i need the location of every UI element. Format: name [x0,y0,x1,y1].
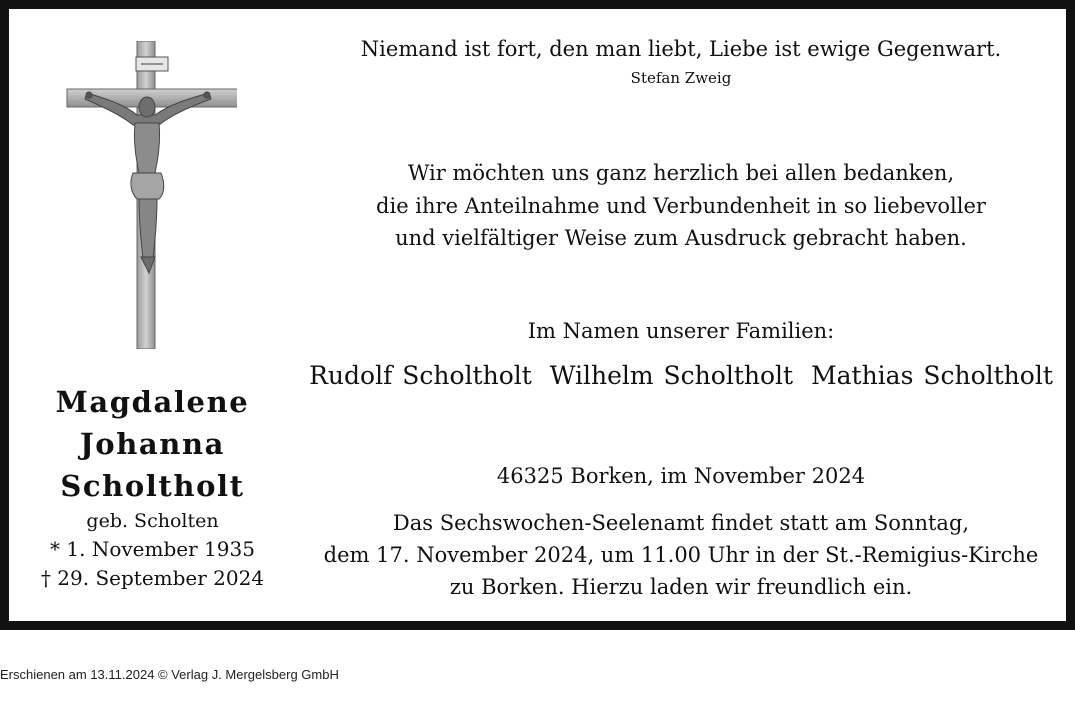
deceased-column [9,9,296,621]
family-member-name: Mathias Scholtholt [811,361,1053,390]
thanks-line: die ihre Anteilnahme und Verbundenheit in so liebevoller [376,193,986,218]
place-date: 46325 Borken, im November 2024 [496,464,866,488]
family-member-name: Wilhelm Scholtholt [549,361,794,390]
birth-date: * 1. November 1935 [50,537,255,561]
deceased-name [9,381,296,507]
obituary-card-inner [9,9,1066,621]
quote-author: Stefan Zweig [630,69,732,87]
deceased-details [9,507,296,593]
thanks-line: und vielfältiger Weise zum Ausdruck gebracht haben. [395,226,967,250]
deceased-last-name: Scholtholt [60,469,245,503]
thanks-line: Wir möchten uns ganz herzlich bei allen bedanken, [407,161,955,185]
service-announcement [296,507,1066,603]
corpus-figure [85,92,211,273]
quote-text: Niemand ist fort, den man liebt, Liebe ist ewige Gegenwart. [360,37,1002,61]
crucifix-icon [57,41,237,349]
thanks-message [296,157,1066,255]
family-member-name: Rudolf Scholtholt [309,361,532,390]
message-column [296,9,1066,621]
death-date: † 29. September 2024 [40,566,265,590]
deceased-first-name: Magdalene [55,385,250,419]
family-names [296,361,1066,390]
born-name: geb. Scholten [86,510,219,532]
family-intro: Im Namen unserer Familien: [527,319,835,343]
service-line: dem 17. November 2024, um 11.00 Uhr in der St.-Remigius-Kirche [323,543,1039,567]
service-line: zu Borken. Hierzu laden wir freundlich ein. [449,575,913,599]
deceased-middle-name: Johanna [79,427,226,461]
publication-footer: Erschienen am 13.11.2024 © Verlag J. Mergelsberg GmbH [0,667,339,682]
service-line: Das Sechswochen-Seelenamt findet statt am Sonntag, [392,511,970,535]
